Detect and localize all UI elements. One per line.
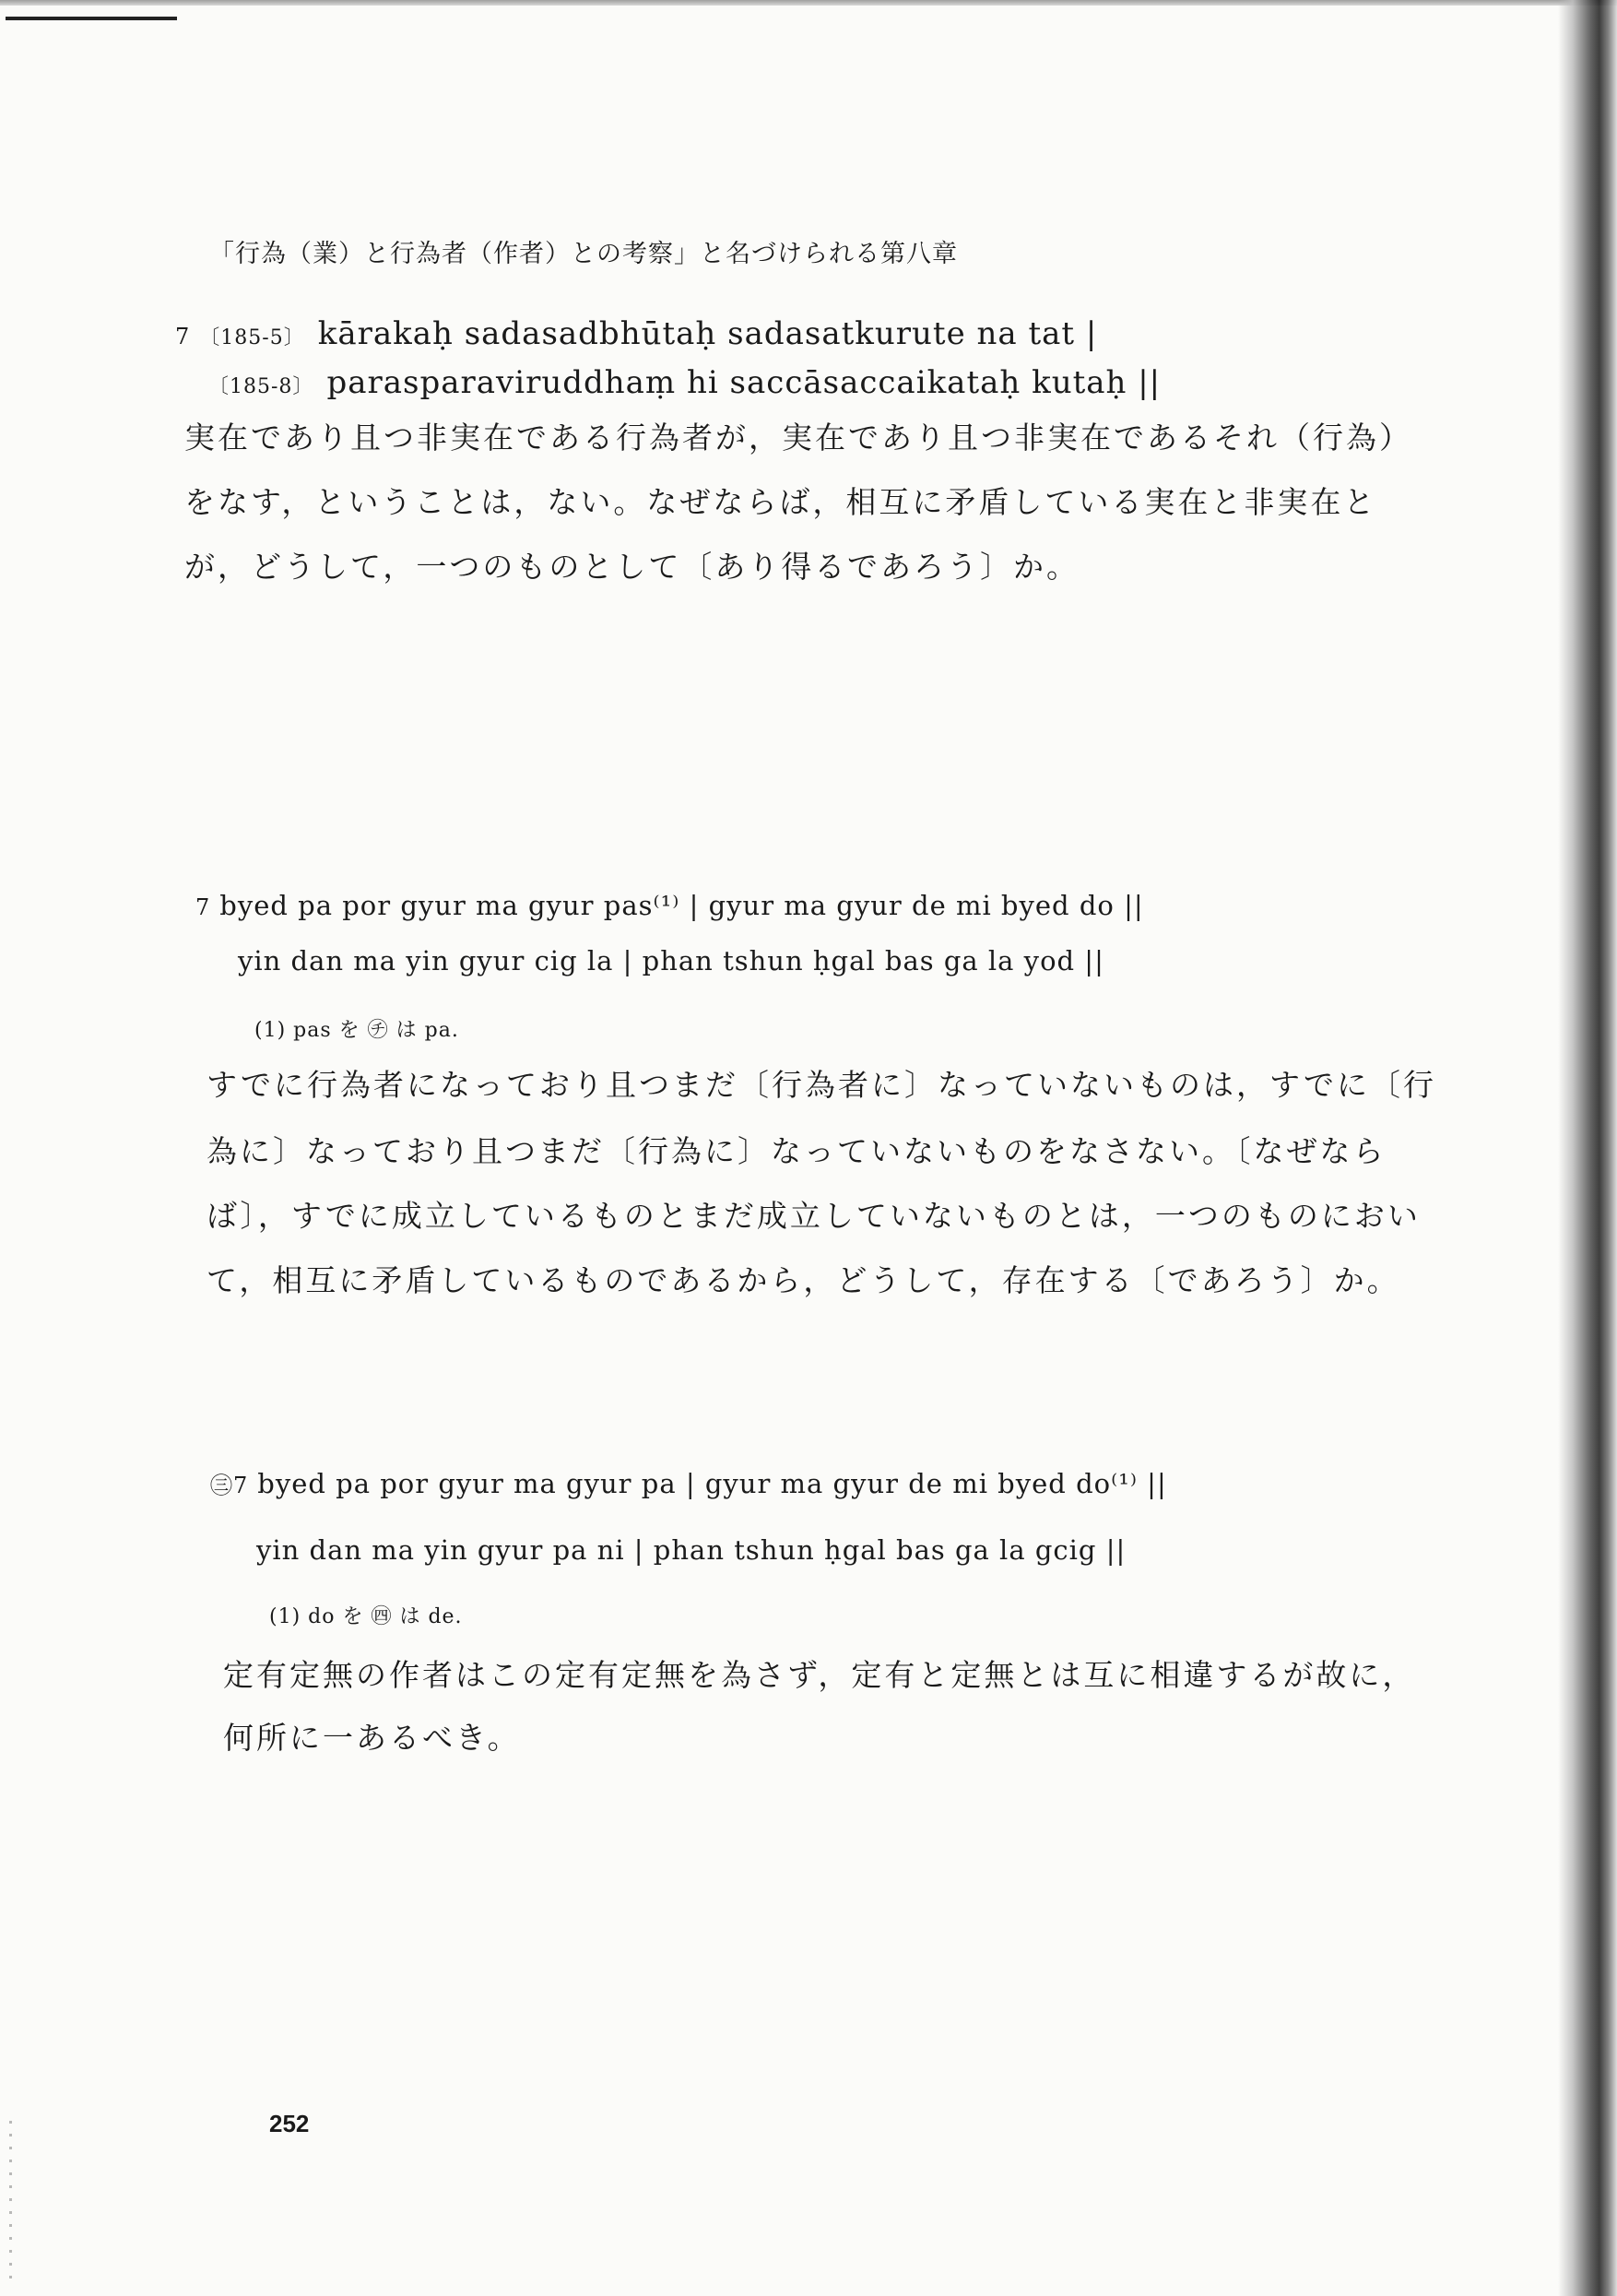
- page-number: 252: [269, 2110, 310, 2137]
- tibetan-footnote: (1) pas を ㋠ は pa.: [254, 1019, 459, 1042]
- sanskrit-translation-line-1: 実在であり且つ非実在である行為者が，実在であり且つ非実在であるそれ（行為）: [184, 420, 1412, 456]
- commentary-verse-number: ㊂7: [210, 1473, 249, 1498]
- scan-right-edge-shadow: [1558, 0, 1617, 2296]
- tibetan-line-1-text: byed pa por gyur ma gyur pas⁽¹⁾ | gyur ma gyur de mi byed do ||: [219, 890, 1144, 921]
- commentary-line-1-text: byed pa por gyur ma gyur pa | gyur ma gyur de mi byed do⁽¹⁾ ||: [257, 1468, 1167, 1499]
- tibetan-verse-number: 7: [195, 894, 211, 920]
- tibetan-translation-line-2: 為に〕なっており且つまだ〔行為に〕なっていないものをなさない。〔なぜなら: [207, 1133, 1387, 1169]
- chinese-translation-line-2: 何所に一あるべき。: [223, 1720, 521, 1756]
- commentary-footnote: (1) do を ㊃ は de.: [269, 1605, 463, 1628]
- sanskrit-line-2-ref: 〔185-8〕: [208, 375, 314, 398]
- tibetan-translation-line-3: ば〕，すでに成立しているものとまだ成立していないものとは，一つのものにおい: [207, 1198, 1421, 1234]
- sanskrit-verse-number: 7: [175, 324, 191, 349]
- tibetan-verse-line-2: yin dan ma yin gyur cig la | phan tshun ḥgal bas ga la yod ||: [238, 945, 1104, 976]
- scan-top-rule: [0, 0, 1617, 6]
- sanskrit-line-2-text: parasparaviruddhaṃ hi saccāsaccaikataḥ kutaḥ ||: [326, 364, 1162, 401]
- commentary-verse-line-1: [210, 1468, 1167, 1499]
- scan-left-speckle: [9, 2121, 12, 2287]
- scan-top-left-mark: [6, 17, 177, 20]
- chapter-title: 「行為（業）と行為者（作者）との考察」と名づけられる第八章: [209, 240, 958, 268]
- commentary-verse-line-2: yin dan ma yin gyur pa ni | phan tshun ḥgal bas ga la gcig ||: [256, 1534, 1127, 1566]
- sanskrit-translation-line-3: が，どうして，一つのものとして〔あり得るであろう〕か。: [184, 549, 1080, 585]
- tibetan-translation-line-4: て，相互に矛盾しているものであるから，どうして，存在する〔であろう〕か。: [207, 1262, 1400, 1298]
- sanskrit-verse-line-1: [175, 315, 1098, 352]
- tibetan-verse-line-1: [195, 890, 1144, 921]
- tibetan-translation-line-1: すでに行為者になっており且つまだ〔行為者に〕なっていないものは，すでに〔行: [207, 1067, 1436, 1103]
- sanskrit-translation-line-2: をなす，ということは，ない。なぜならば，相互に矛盾している実在と非実在と: [184, 484, 1377, 520]
- sanskrit-line-1-text: kārakaḥ sadasadbhūtaḥ sadasatkurute na tat |: [317, 315, 1098, 352]
- sanskrit-line-1-ref: 〔185-5〕: [199, 326, 305, 349]
- chinese-translation-line-1: 定有定無の作者はこの定有定無を為さず，定有と定無とは互に相違するが故に，: [223, 1657, 1416, 1693]
- sanskrit-verse-line-2: [208, 364, 1162, 401]
